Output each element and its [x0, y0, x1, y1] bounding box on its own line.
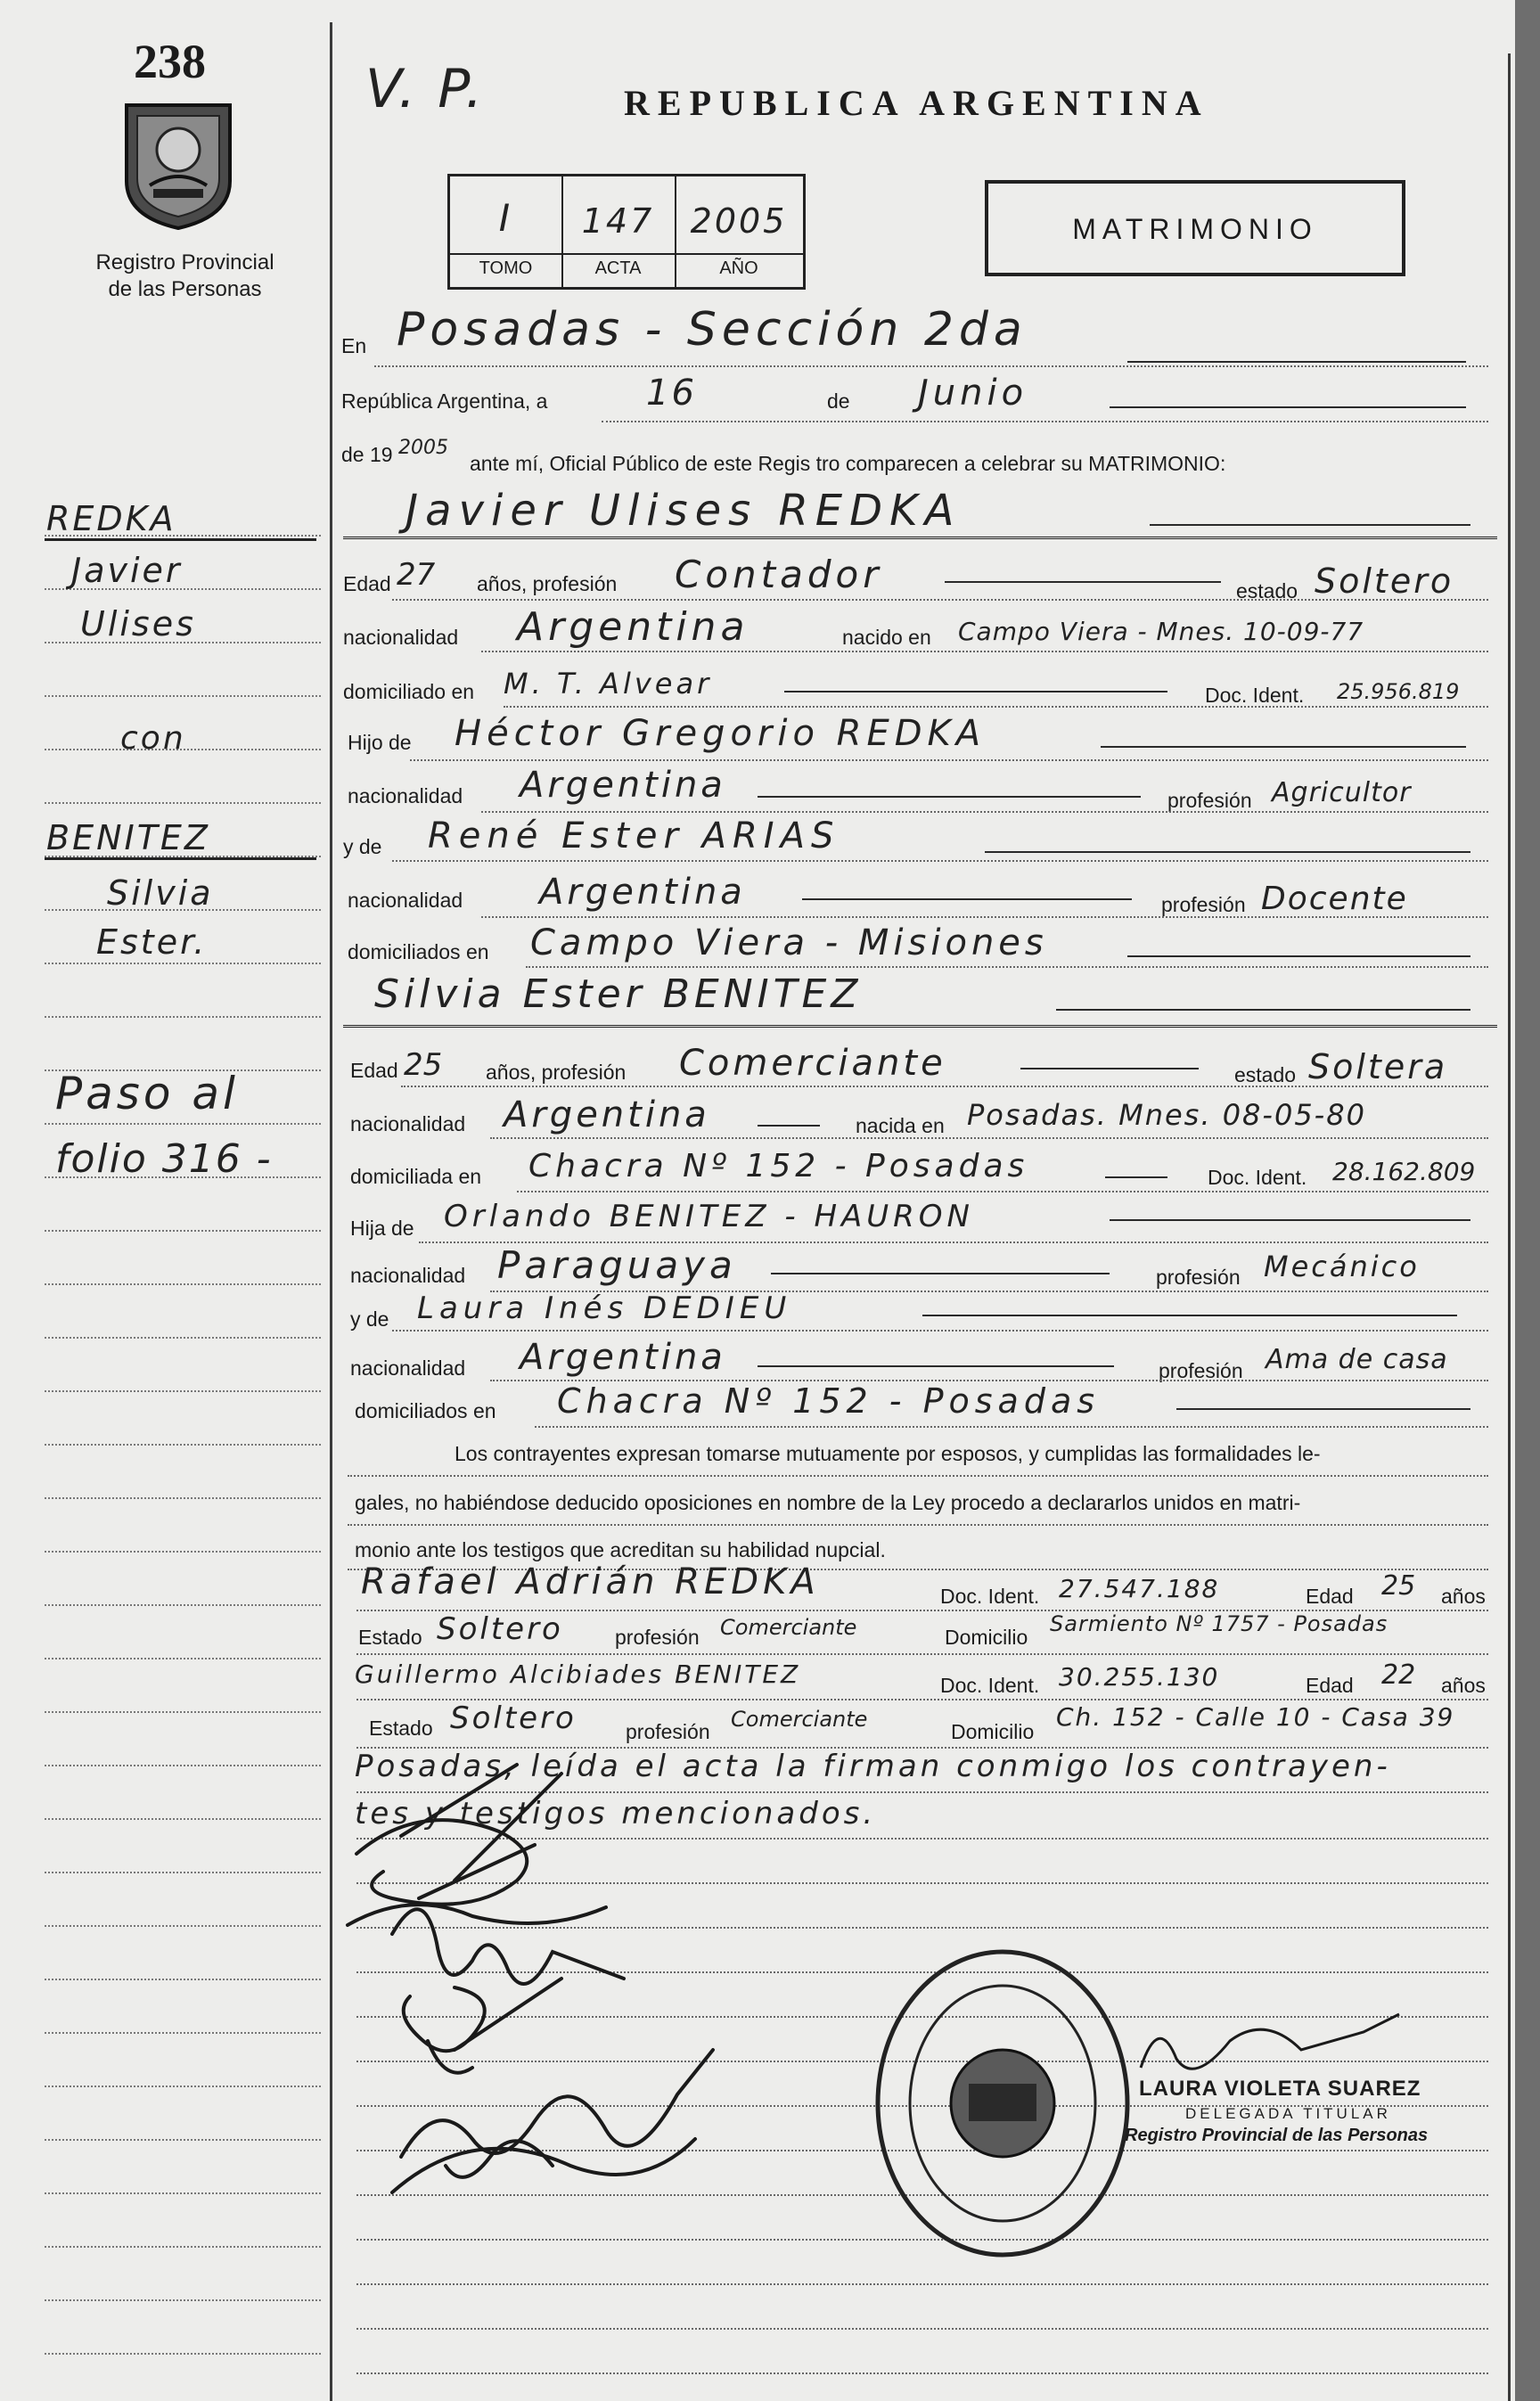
official-title: DELEGADA TITULAR — [1185, 2105, 1391, 2122]
republica-label: República Argentina, a — [341, 389, 548, 413]
witness1-doc-label: Doc. Ident. — [940, 1585, 1040, 1608]
registry-line-1: Registro Provincial — [95, 250, 274, 275]
witness1-profession: Comerciante — [720, 1615, 857, 1640]
year-prefix-label: de 19 — [341, 443, 393, 466]
groom-name: Javier Ulises REDKA — [405, 486, 962, 536]
groom-mother-prof-label: profesión — [1161, 893, 1246, 916]
bride-mother: Laura Inés DEDIEU — [417, 1291, 792, 1326]
body-line-1: Los contrayentes expresan tomarse mutuamente por esposos, y cumplidas las formalidades le- — [455, 1442, 1321, 1465]
bride-father-prof-label: profesión — [1156, 1266, 1241, 1289]
bride-estado-label: estado — [1234, 1063, 1297, 1086]
groom-nacido-label: nacido en — [842, 626, 931, 649]
witness1-doc: 27.547.188 — [1059, 1574, 1220, 1603]
bride-birth: Posadas. Mnes. 08-05-80 — [967, 1098, 1366, 1132]
margin-name-2b: Ester. — [96, 922, 208, 962]
groom-yde-label: y de — [343, 835, 382, 858]
margin-surname-2: BENITEZ — [46, 818, 210, 857]
bride-mother-nat-label: nacionalidad — [350, 1356, 466, 1380]
corner-mark: V. P. — [365, 58, 486, 120]
bride-parents-dom-label: domiciliados en — [355, 1399, 496, 1422]
witness2-name: Guillermo Alcibiades BENITEZ — [355, 1659, 801, 1689]
margin-name-2a: Silvia — [107, 873, 214, 913]
groom-mother-nat: Argentina — [539, 872, 746, 913]
margin-name-1b: Ulises — [80, 604, 196, 643]
month-de-label: de — [827, 389, 850, 413]
witness2-doc: 30.255.130 — [1059, 1662, 1220, 1692]
bride-father: Orlando BENITEZ - HAURON — [444, 1199, 974, 1234]
witness2-anos-label: años — [1441, 1674, 1486, 1697]
witness2-prof-label: profesión — [626, 1720, 710, 1743]
registry-name — [36, 250, 334, 303]
bride-edad-label: Edad — [350, 1059, 398, 1082]
groom-estado: Soltero — [1315, 561, 1454, 601]
groom-profesion-label: años, profesión — [477, 572, 618, 595]
groom-mother-prof: Docente — [1261, 881, 1408, 917]
province-seal-icon — [118, 96, 239, 230]
groom-parents-dom-label: domiciliados en — [348, 940, 489, 963]
witness1-dom-label: Domicilio — [945, 1626, 1028, 1649]
margin-divider — [330, 22, 332, 2401]
groom-nac-label: nacionalidad — [343, 626, 459, 649]
day-value: 16 — [646, 373, 697, 414]
doc-type-label: MATRIMONIO — [1072, 213, 1318, 245]
bride-mother-prof-label: profesión — [1159, 1359, 1243, 1382]
bride-father-nat-label: nacionalidad — [350, 1264, 466, 1287]
margin-name-1a: Javier — [71, 551, 183, 590]
body-line-3: monio ante los testigos que acreditan su habilidad nupcial. — [355, 1538, 886, 1561]
witness1-anos-label: años — [1441, 1585, 1486, 1608]
bride-domicile: Chacra Nº 152 - Posadas — [528, 1148, 1029, 1184]
official-stamp-icon — [869, 1943, 1136, 2264]
groom-father-nat-label: nacionalidad — [348, 784, 463, 807]
year-label: AÑO — [719, 258, 758, 278]
bride-dom-label: domiciliada en — [350, 1165, 482, 1188]
groom-estado-label: estado — [1236, 579, 1298, 602]
closing-line-1: Posadas, leída el acta la firman conmigo los contrayen- — [355, 1749, 1391, 1784]
groom-father: Héctor Gregorio REDKA — [455, 713, 987, 754]
bride-nationality: Argentina — [504, 1094, 710, 1135]
bride-age: 25 — [404, 1047, 443, 1083]
groom-father-prof-label: profesión — [1167, 789, 1252, 812]
bride-hija-label: Hija de — [350, 1217, 414, 1240]
year-value: 2005 — [690, 201, 788, 241]
witness2-dom-label: Domicilio — [951, 1720, 1035, 1743]
groom-domicile: M. T. Alvear — [504, 667, 713, 701]
bride-father-nat: Paraguaya — [497, 1243, 737, 1287]
body-line-2: gales, no habiéndose deducido oposiciones en nombre de la Ley procedo a declararlos unidos en matri- — [355, 1491, 1301, 1514]
bride-estado: Soltera — [1308, 1047, 1448, 1086]
tomo-value: I — [498, 196, 513, 240]
groom-doc: 25.956.819 — [1337, 679, 1460, 704]
doc-type-box — [985, 180, 1405, 276]
groom-father-nat: Argentina — [520, 765, 726, 806]
margin-note-2: folio 316 - — [55, 1136, 273, 1182]
month-value: Junio — [918, 373, 1028, 414]
groom-mother-nat-label: nacionalidad — [348, 889, 463, 912]
bride-parents-dom: Chacra Nº 152 - Posadas — [557, 1381, 1101, 1421]
statement-text: ante mí, Oficial Público de este Regis tro comparecen a celebrar su MATRIMONIO: — [470, 452, 1226, 475]
official-signature-icon — [1132, 2005, 1417, 2077]
witness1-estado-label: Estado — [358, 1626, 422, 1649]
witness1-prof-label: profesión — [615, 1626, 700, 1649]
en-label: En — [341, 334, 367, 357]
page-number: 238 — [134, 35, 206, 88]
bride-doc: 28.162.809 — [1332, 1157, 1476, 1186]
bride-doc-label: Doc. Ident. — [1208, 1166, 1307, 1189]
witness1-domicile: Sarmiento Nº 1757 - Posadas — [1050, 1611, 1388, 1636]
groom-age: 27 — [397, 557, 436, 593]
groom-nationality: Argentina — [517, 604, 750, 650]
witness1-estado: Soltero — [437, 1611, 563, 1647]
bride-father-prof: Mecánico — [1264, 1250, 1420, 1283]
margin-con: con — [120, 720, 186, 757]
country-title: REPUBLICA ARGENTINA — [624, 83, 1209, 123]
witness1-name: Rafael Adrián REDKA — [361, 1561, 820, 1602]
groom-mother: René Ester ARIAS — [428, 815, 840, 856]
tomo-label: TOMO — [479, 258, 533, 278]
witness1-age: 25 — [1381, 1570, 1416, 1602]
witness2-edad-label: Edad — [1306, 1674, 1354, 1697]
bride-nacida-label: nacida en — [856, 1114, 945, 1137]
bride-yde-label: y de — [350, 1307, 389, 1331]
witness1-edad-label: Edad — [1306, 1585, 1354, 1608]
witness2-estado-label: Estado — [369, 1717, 433, 1740]
witness2-domicile: Ch. 152 - Calle 10 - Casa 39 — [1056, 1702, 1455, 1732]
groom-edad-label: Edad — [343, 572, 391, 595]
acta-label: ACTA — [594, 258, 642, 278]
official-name: LAURA VIOLETA SUAREZ — [1139, 2077, 1421, 2101]
bride-mother-prof: Ama de casa — [1266, 1344, 1448, 1375]
witness2-age: 22 — [1381, 1659, 1416, 1691]
bride-mother-nat: Argentina — [520, 1337, 726, 1378]
witness2-estado: Soltero — [450, 1700, 577, 1736]
tomo-acta-box — [447, 174, 806, 290]
bride-profession: Comerciante — [679, 1043, 946, 1084]
groom-hijo-label: Hijo de — [348, 731, 412, 754]
groom-doc-label: Doc. Ident. — [1205, 684, 1305, 707]
closing-line-2: tes y testigos mencionados. — [355, 1796, 877, 1831]
groom-father-prof: Agricultor — [1272, 777, 1412, 808]
bride-name: Silvia Ester BENITEZ — [374, 971, 863, 1017]
margin-surname-1: REDKA — [46, 499, 176, 538]
official-office: Registro Provincial de las Personas — [1125, 2126, 1429, 2145]
signatures-icon — [339, 1747, 749, 2246]
bride-profesion-label: años, profesión — [486, 1061, 627, 1084]
margin-note-1: Paso al — [55, 1068, 239, 1119]
groom-parents-dom: Campo Viera - Misiones — [530, 922, 1048, 963]
groom-profession: Contador — [675, 553, 883, 596]
right-border — [1508, 53, 1511, 2401]
bride-nac-label: nacionalidad — [350, 1112, 466, 1135]
acta-value: 147 — [581, 201, 655, 241]
place-value: Posadas - Sección 2da — [397, 303, 1028, 356]
groom-dom-label: domiciliado en — [343, 680, 475, 703]
groom-birth: Campo Viera - Mnes. 10-09-77 — [958, 617, 1364, 646]
year-hand-value: 2005 — [398, 437, 448, 459]
witness2-doc-label: Doc. Ident. — [940, 1674, 1040, 1697]
registry-line-2: de las Personas — [108, 277, 262, 301]
witness2-profession: Comerciante — [731, 1707, 868, 1732]
